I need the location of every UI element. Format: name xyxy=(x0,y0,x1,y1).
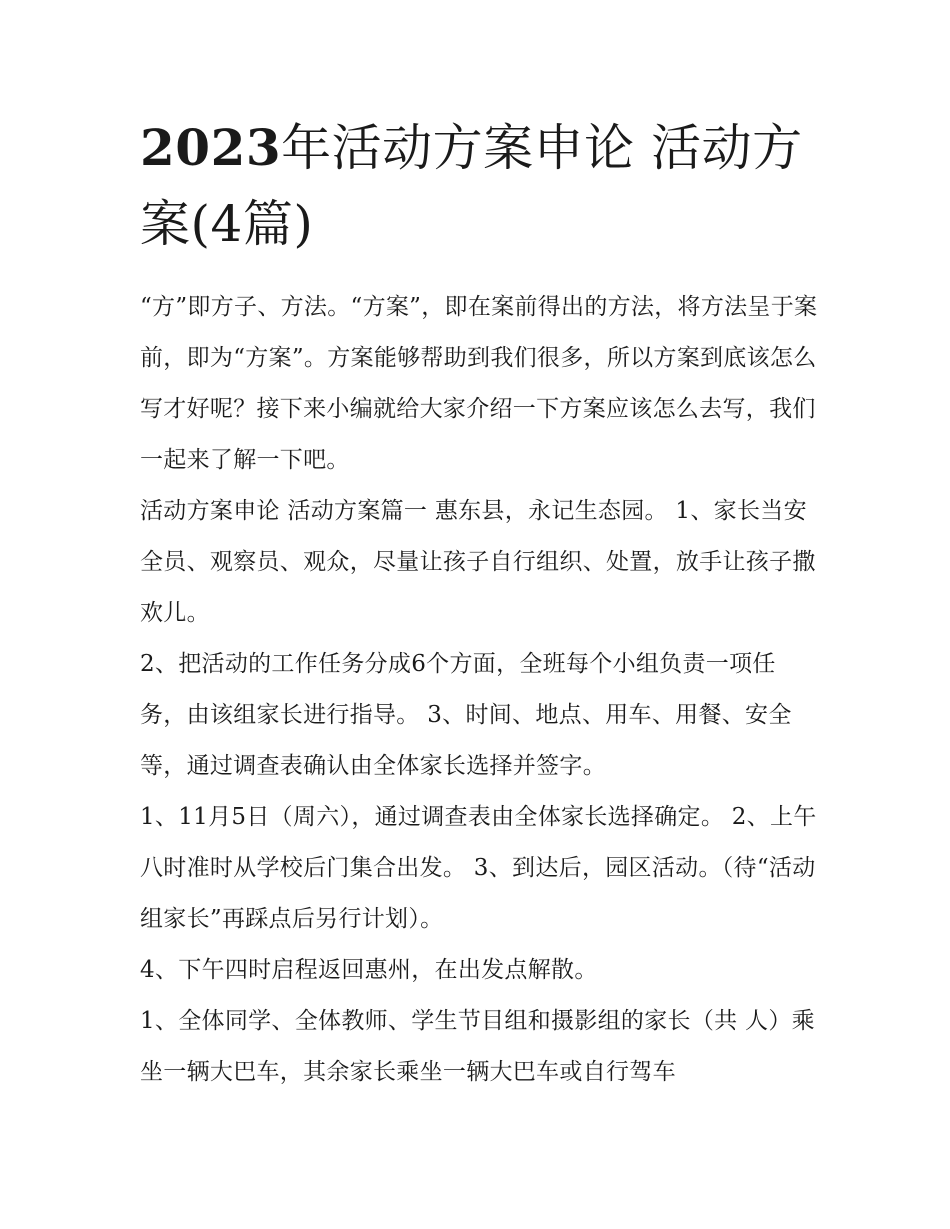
paragraph-5: 1、全体同学、全体教师、学生节目组和摄影组的家长（共 人）乘坐一辆大巴车，其余家长乘坐一辆大巴车或自行驾车 xyxy=(140,1008,815,1085)
document-page xyxy=(140,110,820,1098)
document-title xyxy=(140,110,820,262)
paragraph-4: 4、下午四时启程返回惠州，在出发点解散。 xyxy=(140,957,598,983)
title-year: 2023 xyxy=(140,118,282,177)
paragraph-1: 活动方案申论 活动方案篇一 惠东县，永记生态园。 1、家长当安全员、观察员、观众，尽量让孩子自行组织、处置，放手让孩子撒欢儿。 xyxy=(140,498,816,626)
paragraph-3: 1、11月5日（周六），通过调查表由全体家长选择确定。 2、上午八时准时从学校后门集合出发。 3、到达后，园区活动。（待“活动组家长”再踩点后另行计划）。 xyxy=(140,804,817,932)
paragraph-intro: “方”即方子、方法。“方案”，即在案前得出的方法，将方法呈于案前，即为“方案”。方案能够帮助到我们很多，所以方案到底该怎么写才好呢？接下来小编就给大家介绍一下方案应该怎么去写，我们一起来了解一下吧。 xyxy=(140,294,818,473)
document-body xyxy=(140,282,820,1098)
paragraph-2: 2、把活动的工作任务分成6个方面，全班每个小组负责一项任务，由该组家长进行指导。 3、时间、地点、用车、用餐、安全等，通过调查表确认由全体家长选择并签字。 xyxy=(140,651,792,779)
title-text: 年活动方案申论 活动方案(4篇) xyxy=(140,119,803,253)
